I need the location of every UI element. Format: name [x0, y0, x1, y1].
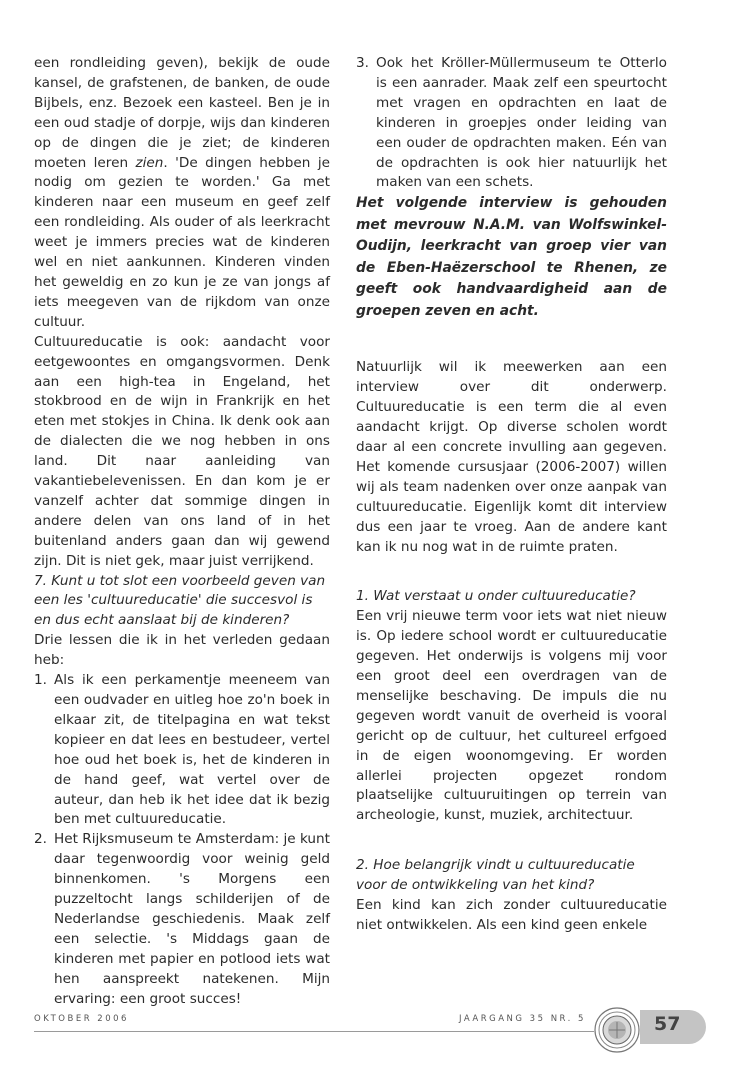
- answer-2: Een kind kan zich zonder cultuureducatie niet ontwikkelen. Als een kind geen enkele: [356, 897, 667, 933]
- footer-rule: [34, 1031, 594, 1032]
- question-1: 1. Wat verstaat u onder cultuureducatie?: [356, 588, 636, 605]
- footer-month: OKTOBER 2006: [34, 1014, 129, 1024]
- question-2: 2. Hoe belangrijk vindt u cultuureducatie voor de ontwikkeling van het kind?: [356, 857, 635, 894]
- paragraph-rondleiding: een rondleiding geven), bekijk de oude kansel, de grafstenen, de banken, de oude Bijbels, enz. Bezoek een kasteel. Ben je in een oud stadje of dorpje, wijs dan kinderen op de dingen die je ziet; de kinderen moeten leren zien. 'De dingen hebben je nodig om gezien te worden.' Ga met kinderen naar een museum en geef zelf een rondleiding. Als ouder of als leerkracht weet je immers precies wat de kinderen wel en niet aankunnen. Kinderen vinden het geweldig en zo kun je ze van jongs af iets meegeven van de rijkdom van onze cultuur.: [34, 55, 330, 330]
- question-7: 7. Kunt u tot slot een voorbeeld geven van een les 'cultuureducatie' die succesvol is en dus echt aanslaat bij de kinderen?: [34, 572, 326, 629]
- lessons-lead: Drie lessen die ik in het verleden gedaan heb:: [34, 632, 330, 669]
- left-column: [34, 54, 330, 1010]
- footer-issue: JAARGANG 35 NR. 5: [459, 1014, 586, 1024]
- right-column: [356, 54, 667, 936]
- emphasis-zien: zien: [135, 154, 164, 171]
- lessons-list-continued: [356, 54, 667, 193]
- list-item: 2. Het Rijksmuseum te Amsterdam: je kunt daar tegenwoordig voor weinig geld binnenkomen. 's Morgens een puzzeltocht langs schilderijen of de Nederlandse geschiedenis. Maak zelf een selectie. 's Middags gaan de kinderen met papier en potlood iets wat hen aanspreekt natekenen. Mijn ervaring: een groot succes!: [34, 831, 330, 1007]
- lessons-list: [34, 671, 330, 1009]
- page-footer: [34, 1007, 706, 1055]
- interview-intro: Het volgende interview is gehouden met mevrouw N.A.M. van Wolfswinkel-Oudijn, leerkracht van groep vier van de Eben-Haëzerschool te Rhenen, ze geeft ook handvaardigheid aan de groepen zeven en acht.: [356, 195, 667, 319]
- paragraph-eetgewoontes: Cultuureducatie is ook: aandacht voor eetgewoontes en omgangsvormen. Denk aan een high-tea in Engeland, het stokbrood en de wijn in Frankrijk en het eten met stokjes in China. Ik denk ook aan de dialecten die we nog hebben in ons land. Dit naar aanleiding van vakantiebelevenissen. En dan kom je er vanzelf achter dat sommige dingen in andere delen van ons land of in het buitenland anders gaan dan wij gewend zijn. Dit is niet gek, maar juist verrijkend.: [34, 333, 330, 569]
- emblem-seal-icon: [594, 1007, 640, 1053]
- list-item: 1. Als ik een perkamentje meeneem van een oudvader en uitleg hoe zo'n boek in elkaar zit, de titelpagina en wat tekst kopieer en dat lees en bestudeer, vertel hoe oud het boek is, het de kinderen in de hand geef, wat vertel over de auteur, dan heb ik het idee dat ik bezig ben met cultuureducatie.: [34, 672, 330, 828]
- answer-1: Een vrij nieuwe term voor iets wat niet nieuw is. Op iedere school wordt er cultuureducatie gegeven. Het onderwijs is volgens mij voor een groot deel een overdragen van de menselijke beschaving. De impuls die nu gegeven wordt vanuit de overheid is vooral gericht op de cultuur, het cultureel erfgoed in de eigen woonomgeving. Er worden allerlei projecten opgezet rondom plaatselijke cultuuruitingen op terrein van archeologie, kunst, muziek, architectuur.: [356, 608, 667, 824]
- list-item: 3. Ook het Kröller-Müllermuseum te Otterlo is een aanrader. Maak zelf een speurtocht met vragen en opdrachten en laat de kinderen in groepjes onder leiding van een ouder de opdrachten maken. Eén van de opdrachten is ook hier natuurlijk het maken van een schets.: [356, 55, 667, 191]
- page-number: 57: [654, 1013, 681, 1035]
- answer-intro: Natuurlijk wil ik meewerken aan een interview over dit onderwerp. Cultuureducatie is een term die al even aandacht krijgt. Op diverse scholen wordt daar al een concrete invulling aan gegeven. Het komende cursusjaar (2006-2007) willen wij als team nadenken over onze aanpak van cultuureducatie. Eigenlijk komt dit interview dus een jaar te vroeg. Aan de andere kant kan ik nu nog wat in de ruimte praten.: [356, 359, 667, 555]
